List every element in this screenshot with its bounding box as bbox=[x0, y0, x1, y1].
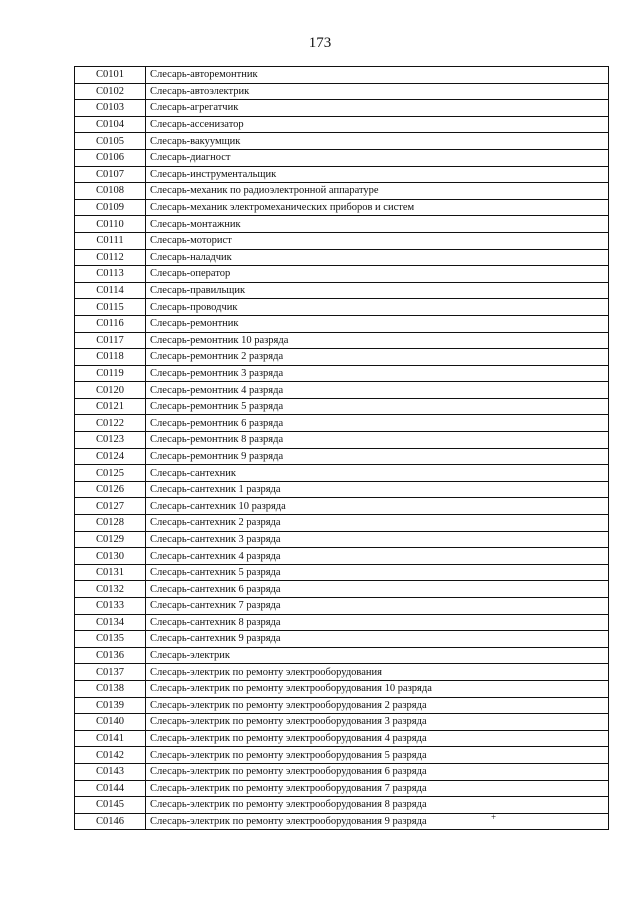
profession-code-cell: С0127 bbox=[75, 498, 146, 515]
profession-name-cell: Слесарь-правильщик bbox=[146, 282, 609, 299]
table-row bbox=[75, 797, 609, 814]
profession-code-cell: С0137 bbox=[75, 664, 146, 681]
table-row bbox=[75, 763, 609, 780]
profession-code-cell: С0114 bbox=[75, 282, 146, 299]
profession-name-cell: Слесарь-электрик по ремонту электрооборудования 9 разряда bbox=[146, 813, 609, 830]
profession-name-cell: Слесарь-ремонтник 4 разряда bbox=[146, 382, 609, 399]
table-row bbox=[75, 598, 609, 615]
profession-name-cell: Слесарь-электрик по ремонту электрооборудования 7 разряда bbox=[146, 780, 609, 797]
table-row bbox=[75, 664, 609, 681]
table-row bbox=[75, 631, 609, 648]
table-row bbox=[75, 199, 609, 216]
profession-code-cell: С0121 bbox=[75, 398, 146, 415]
profession-code-cell: С0140 bbox=[75, 714, 146, 731]
profession-name-cell: Слесарь-моторист bbox=[146, 232, 609, 249]
profession-code-cell: С0104 bbox=[75, 116, 146, 133]
profession-code-cell: С0106 bbox=[75, 149, 146, 166]
profession-code-cell: С0115 bbox=[75, 299, 146, 316]
table-row bbox=[75, 481, 609, 498]
profession-name-cell: Слесарь-электрик по ремонту электрооборудования 5 разряда bbox=[146, 747, 609, 764]
profession-name-cell: Слесарь-электрик bbox=[146, 647, 609, 664]
profession-name-cell: Слесарь-электрик по ремонту электрооборудования 10 разряда bbox=[146, 680, 609, 697]
profession-name-cell: Слесарь-ремонтник 3 разряда bbox=[146, 365, 609, 382]
table-row bbox=[75, 299, 609, 316]
profession-name-cell: Слесарь-ремонтник 8 разряда bbox=[146, 432, 609, 449]
profession-code-cell: С0130 bbox=[75, 548, 146, 565]
table-row bbox=[75, 382, 609, 399]
table-row bbox=[75, 780, 609, 797]
profession-name-cell: Слесарь-механик электромеханических приборов и систем bbox=[146, 199, 609, 216]
table-row bbox=[75, 183, 609, 200]
profession-code-cell: С0135 bbox=[75, 631, 146, 648]
profession-code-cell: С0117 bbox=[75, 332, 146, 349]
profession-code-cell: С0125 bbox=[75, 465, 146, 482]
profession-name-cell: Слесарь-оператор bbox=[146, 266, 609, 283]
profession-name-cell: Слесарь-механик по радиоэлектронной аппаратуре bbox=[146, 183, 609, 200]
table-row bbox=[75, 100, 609, 117]
profession-code-cell: С0101 bbox=[75, 67, 146, 84]
table-row bbox=[75, 448, 609, 465]
table-row bbox=[75, 697, 609, 714]
profession-code-cell: С0108 bbox=[75, 183, 146, 200]
table-row bbox=[75, 166, 609, 183]
profession-code-cell: С0143 bbox=[75, 763, 146, 780]
profession-name-cell: Слесарь-монтажник bbox=[146, 216, 609, 233]
table-row bbox=[75, 548, 609, 565]
profession-name-cell: Слесарь-сантехник 4 разряда bbox=[146, 548, 609, 565]
profession-name-cell: Слесарь-ремонтник 10 разряда bbox=[146, 332, 609, 349]
profession-name-cell: Слесарь-ассенизатор bbox=[146, 116, 609, 133]
profession-name-cell: Слесарь-сантехник 7 разряда bbox=[146, 598, 609, 615]
profession-code-cell: С0128 bbox=[75, 515, 146, 532]
profession-name-cell: Слесарь-ремонтник 5 разряда bbox=[146, 398, 609, 415]
profession-code-cell: С0107 bbox=[75, 166, 146, 183]
table-row bbox=[75, 714, 609, 731]
profession-name-cell: Слесарь-сантехник 6 разряда bbox=[146, 581, 609, 598]
profession-name-cell: Слесарь-проводчик bbox=[146, 299, 609, 316]
profession-code-cell: С0102 bbox=[75, 83, 146, 100]
table-row bbox=[75, 332, 609, 349]
profession-name-cell: Слесарь-автоэлектрик bbox=[146, 83, 609, 100]
table-row bbox=[75, 730, 609, 747]
profession-name-cell: Слесарь-сантехник bbox=[146, 465, 609, 482]
profession-name-cell: Слесарь-ремонтник 2 разряда bbox=[146, 349, 609, 366]
profession-name-cell: Слесарь-авторемонтник bbox=[146, 67, 609, 84]
table-row bbox=[75, 415, 609, 432]
table-row bbox=[75, 116, 609, 133]
profession-name-cell: Слесарь-электрик по ремонту электрооборудования 2 разряда bbox=[146, 697, 609, 714]
table-row bbox=[75, 515, 609, 532]
table-row bbox=[75, 216, 609, 233]
profession-code-cell: С0144 bbox=[75, 780, 146, 797]
profession-code-cell: С0110 bbox=[75, 216, 146, 233]
profession-name-cell: Слесарь-сантехник 3 разряда bbox=[146, 531, 609, 548]
profession-code-cell: С0133 bbox=[75, 598, 146, 615]
profession-code-cell: С0132 bbox=[75, 581, 146, 598]
table-row bbox=[75, 67, 609, 84]
table-row bbox=[75, 249, 609, 266]
table-row bbox=[75, 365, 609, 382]
profession-code-cell: С0126 bbox=[75, 481, 146, 498]
profession-name-cell: Слесарь-электрик по ремонту электрооборудования 8 разряда bbox=[146, 797, 609, 814]
table-row bbox=[75, 531, 609, 548]
profession-code-cell: С0138 bbox=[75, 680, 146, 697]
profession-code-cell: С0129 bbox=[75, 531, 146, 548]
profession-code-cell: С0123 bbox=[75, 432, 146, 449]
profession-code-cell: С0119 bbox=[75, 365, 146, 382]
profession-code-cell: С0105 bbox=[75, 133, 146, 150]
table-row bbox=[75, 813, 609, 830]
profession-name-cell: Слесарь-электрик по ремонту электрооборудования 3 разряда bbox=[146, 714, 609, 731]
profession-code-cell: С0134 bbox=[75, 614, 146, 631]
profession-name-cell: Слесарь-электрик по ремонту электрооборудования 4 разряда bbox=[146, 730, 609, 747]
profession-code-cell: С0122 bbox=[75, 415, 146, 432]
profession-name-cell: Слесарь-инструментальщик bbox=[146, 166, 609, 183]
profession-code-cell: С0141 bbox=[75, 730, 146, 747]
profession-code-cell: С0142 bbox=[75, 747, 146, 764]
profession-name-cell: Слесарь-электрик по ремонту электрооборудования 6 разряда bbox=[146, 763, 609, 780]
page-number: 173 bbox=[308, 35, 332, 51]
table-row bbox=[75, 564, 609, 581]
table-row bbox=[75, 282, 609, 299]
table-row bbox=[75, 432, 609, 449]
table-row bbox=[75, 266, 609, 283]
table-row bbox=[75, 133, 609, 150]
profession-code-cell: С0111 bbox=[75, 232, 146, 249]
profession-code-cell: С0131 bbox=[75, 564, 146, 581]
profession-name-cell: Слесарь-агрегатчик bbox=[146, 100, 609, 117]
profession-name-cell: Слесарь-диагност bbox=[146, 149, 609, 166]
profession-name-cell: Слесарь-электрик по ремонту электрооборудования bbox=[146, 664, 609, 681]
table-row bbox=[75, 315, 609, 332]
table-row bbox=[75, 398, 609, 415]
table-row bbox=[75, 149, 609, 166]
profession-code-cell: С0145 bbox=[75, 797, 146, 814]
profession-code-cell: С0116 bbox=[75, 315, 146, 332]
table-row bbox=[75, 349, 609, 366]
table-row bbox=[75, 680, 609, 697]
profession-code-cell: С0124 bbox=[75, 448, 146, 465]
table-row bbox=[75, 498, 609, 515]
profession-name-cell: Слесарь-сантехник 9 разряда bbox=[146, 631, 609, 648]
profession-name-cell: Слесарь-ремонтник bbox=[146, 315, 609, 332]
profession-name-cell: Слесарь-ремонтник 6 разряда bbox=[146, 415, 609, 432]
table-body bbox=[75, 67, 609, 830]
profession-name-cell: Слесарь-сантехник 1 разряда bbox=[146, 481, 609, 498]
table-row bbox=[75, 232, 609, 249]
scan-mark: + bbox=[491, 812, 497, 822]
profession-code-cell: С0113 bbox=[75, 266, 146, 283]
table-row bbox=[75, 465, 609, 482]
profession-code-cell: С0103 bbox=[75, 100, 146, 117]
profession-name-cell: Слесарь-сантехник 5 разряда bbox=[146, 564, 609, 581]
table-row bbox=[75, 614, 609, 631]
profession-name-cell: Слесарь-сантехник 8 разряда bbox=[146, 614, 609, 631]
profession-name-cell: Слесарь-ремонтник 9 разряда bbox=[146, 448, 609, 465]
profession-code-cell: С0118 bbox=[75, 349, 146, 366]
table-row bbox=[75, 647, 609, 664]
table-row bbox=[75, 581, 609, 598]
profession-code-table bbox=[74, 66, 609, 830]
profession-code-cell: С0112 bbox=[75, 249, 146, 266]
profession-code-cell: С0146 bbox=[75, 813, 146, 830]
profession-code-cell: С0136 bbox=[75, 647, 146, 664]
profession-name-cell: Слесарь-сантехник 2 разряда bbox=[146, 515, 609, 532]
table-row bbox=[75, 747, 609, 764]
profession-code-cell: С0109 bbox=[75, 199, 146, 216]
profession-code-cell: С0139 bbox=[75, 697, 146, 714]
profession-name-cell: Слесарь-сантехник 10 разряда bbox=[146, 498, 609, 515]
profession-name-cell: Слесарь-вакуумщик bbox=[146, 133, 609, 150]
profession-name-cell: Слесарь-наладчик bbox=[146, 249, 609, 266]
profession-code-cell: С0120 bbox=[75, 382, 146, 399]
table-row bbox=[75, 83, 609, 100]
